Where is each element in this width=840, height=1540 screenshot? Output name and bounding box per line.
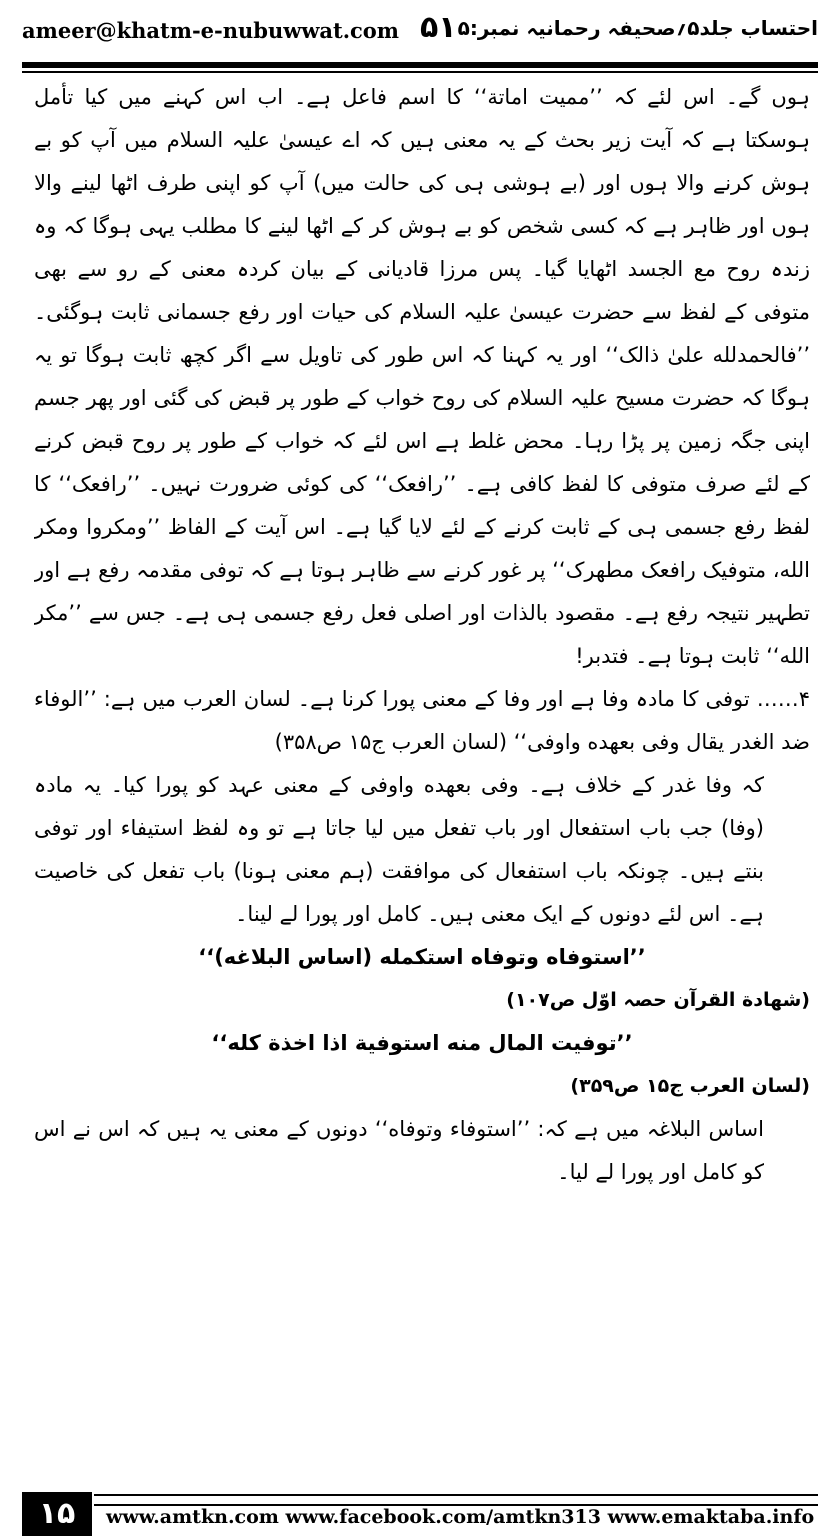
quote-tawaffait-al-mal: ’’توفیت المال منه استوفیة اذا اخذة کله‘‘ xyxy=(211,1031,633,1055)
footer-rules xyxy=(94,1494,818,1506)
header-book-title: احتساب جلد۵؍صحیفہ رحمانیہ نمبر:۵ xyxy=(457,16,818,40)
quote-asas-al-balagha: ’’استوفاه وتوفاه استکمله (اساس البلاغه)‘‘ xyxy=(198,945,646,969)
footer-urls: www.amtkn.com www.facebook.com/amtkn313 www.emaktaba.info xyxy=(106,1506,815,1528)
paragraph-2: ۴…… توفی کا مادہ وفا ہے اور وفا کے معنی پورا کرنا ہے۔ لسان العرب میں ہے: ’’الوفاء ضد الغدر یقال وفی بعهده واوفی‘‘ (لسان العرب ج۱۵ ص۳۵۸) xyxy=(34,687,810,754)
header-email: ameer@khatm-e-nubuwwat.com xyxy=(22,18,400,43)
paragraph-1: ہوں گے۔ اس لئے کہ ’’ممیت اماتة‘‘ کا اسم فاعل ہے۔ اب اس کہنے میں کیا تأمل ہوسکتا ہے کہ آیت زیر بحث کے یہ معنی ہیں کہ اے عیسیٰ علیہ السلام میں آپ کو بے ہوش کرنے والا ہوں اور (بے ہوشی ہی کی حالت میں) آپ کو اپنی طرف اٹھا لینے والا ہوں اور ظاہر ہے کہ کسی شخص کو بے ہوش کر کے اٹھا لینے کا مطلب یہی ہوگا کہ وہ زندہ روح مع الجسد اٹھایا گیا۔ پس مرزا قادیانی کے بیان کردہ معنی کے رو سے بھی متوفی کے لفظ سے حضرت عیسیٰ علیہ السلام کی حیات اور رفع جسمانی ثابت ہوگئی۔ ’’فالحمدلله علیٰ ذالک‘‘ اور یہ کہنا کہ اس طور کی تاویل سے اگر کچھ ثابت ہوگا تو یہ ہوگا کہ حضرت مسیح علیہ السلام کی روح خواب کے طور پر قبض کی گئی اور پھر جسم اپنی جگہ زمین پر پڑا رہا۔ محض غلط ہے اس لئے کہ خواب کے طور پر روح قبض کرنے کے لئے صرف متوفی کا لفظ کافی ہے۔ ’’رافعک‘‘ کی کوئی ضرورت نہیں۔ ’’رافعک‘‘ کا لفظ رفع جسمی ہی کے ثابت کرنے کے لئے لایا گیا ہے۔ اس آیت کے الفاظ ’’ومکروا ومکر الله، متوفیک رافعک مطهرک‘‘ پر غور کرنے سے ظاہر ہوتا ہے کہ توفی مقدمہ رفع ہے اور تطہیر نتیجہ رفع ہے۔ مقصود بالذات اور اصلی فعل رفع جسمی ہی ہے۔ جس سے ’’مکر الله‘‘ ثابت ہوتا ہے۔ فتدبر! xyxy=(34,85,810,668)
footer-page-number: ۱۵ xyxy=(22,1492,92,1536)
reference-shahadat-ul-quran: (شهادة القرآن حصہ اوّل ص۱۰۷) xyxy=(506,989,810,1011)
header-page-number: ۵۱ xyxy=(420,10,457,45)
reference-lisan-al-arab: (لسان العرب ج۱۵ ص۳۵۹) xyxy=(570,1075,810,1097)
closing-paragraph: اساس البلاغہ میں ہے کہ: ’’استوفاء وتوفاه‘‘ دونوں کے معنی یہ ہیں کہ اس نے اس کو کامل اور پورا لے لیا۔ xyxy=(34,1117,764,1184)
header-rule-thick xyxy=(22,62,818,68)
page-header xyxy=(22,6,818,54)
page-footer xyxy=(22,1492,818,1536)
header-rule-thin xyxy=(22,71,818,73)
body-text xyxy=(34,76,810,1486)
paragraph-3: کہ وفا غدر کے خلاف ہے۔ وفی بعهده واوفی کے معنی عہد کو پورا کیا۔ یہ مادہ (وفا) جب باب استفعال اور باب تفعل میں لیا جاتا ہے تو وہ لفظ استیفاء اور توفی بنتے ہیں۔ چونکہ باب استفعال کی موافقت (ہم معنی ہونا) باب تفعل کی خاصیت ہے۔ اس لئے دونوں کے ایک معنی ہیں۔ کامل اور پورا لے لینا۔ xyxy=(34,773,764,926)
